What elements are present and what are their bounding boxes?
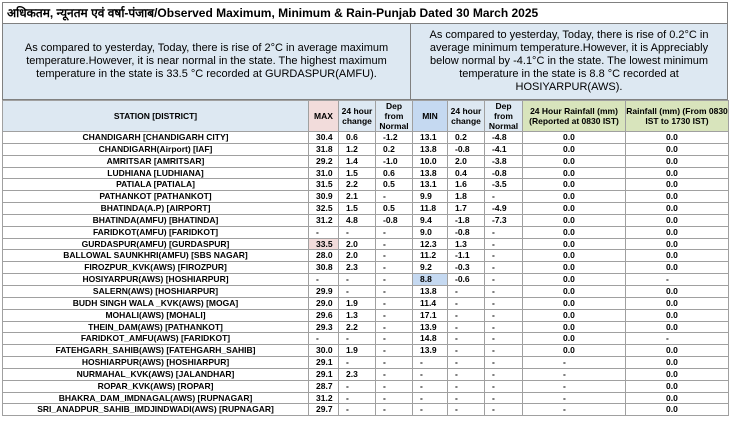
station-cell: FATEHGARH_SAHIB(AWS) [FATEHGARH_SAHIB]: [3, 345, 309, 357]
max-cell: 31.0: [309, 167, 339, 179]
max-cell: 29.0: [309, 297, 339, 309]
min-change-cell: 0.2: [448, 132, 485, 144]
min-dep-cell: -4.8: [485, 132, 523, 144]
min-header: MIN: [413, 101, 448, 132]
rain-day-cell: 0.0: [626, 345, 729, 357]
min-change-cell: -: [448, 321, 485, 333]
max-dep-cell: -: [376, 238, 413, 250]
max-cell: 29.7: [309, 404, 339, 416]
max-dep-cell: -: [376, 368, 413, 380]
rain-day-cell: 0.0: [626, 132, 729, 144]
rain-day-cell: 0.0: [626, 404, 729, 416]
max-dep-cell: -: [376, 309, 413, 321]
rain-day-cell: 0.0: [626, 143, 729, 155]
max-cell: 28.7: [309, 380, 339, 392]
max-change-cell: -: [339, 380, 376, 392]
table-row: [3, 285, 729, 297]
min-dep-cell: -: [485, 309, 523, 321]
max-dep-cell: -: [376, 262, 413, 274]
min-dep-cell: -: [485, 380, 523, 392]
weather-report-sheet: [2, 2, 728, 416]
max-dep-cell: -: [376, 380, 413, 392]
rain-day-cell: 0.0: [626, 262, 729, 274]
min-cell: 13.1: [413, 132, 448, 144]
max-dep-cell: -: [376, 250, 413, 262]
min-change-cell: -0.8: [448, 226, 485, 238]
min-change-cell: 1.3: [448, 238, 485, 250]
min-temp-summary: As compared to yesterday, Today, there is rise of 0.2°C in average minimum temperature.However, it is Appreciably below normal by -4.1°C in the state. The lowest minimum temperature in the state is 8.8 °C recorded at HOSIYARPUR(AWS).: [411, 24, 728, 100]
table-row: [3, 392, 729, 404]
min-dep-cell: -: [485, 404, 523, 416]
min-change-cell: -: [448, 357, 485, 369]
rain-day-cell: 0.0: [626, 357, 729, 369]
max-change-header: 24 hour change: [339, 101, 376, 132]
min-change-cell: -: [448, 309, 485, 321]
table-row: [3, 191, 729, 203]
min-change-cell: -: [448, 297, 485, 309]
min-dep-cell: -7.3: [485, 214, 523, 226]
min-cell: 11.2: [413, 250, 448, 262]
station-cell: GURDASPUR(AMFU) [GURDASPUR]: [3, 238, 309, 250]
rain-day-cell: 0.0: [626, 392, 729, 404]
station-cell: CHANDIGARH [CHANDIGARH CITY]: [3, 132, 309, 144]
min-dep-cell: -: [485, 285, 523, 297]
max-change-cell: 2.2: [339, 179, 376, 191]
max-change-cell: -: [339, 285, 376, 297]
rain-24h-cell: 0.0: [523, 309, 626, 321]
max-change-cell: -: [339, 333, 376, 345]
max-cell: 30.4: [309, 132, 339, 144]
max-change-cell: 1.5: [339, 203, 376, 215]
table-header-row: [3, 101, 729, 132]
station-cell: SRI_ANADPUR_SAHIB_IMDJINDWADI(AWS) [RUPNAGAR]: [3, 404, 309, 416]
max-cell: 29.9: [309, 285, 339, 297]
max-cell: 31.2: [309, 214, 339, 226]
station-cell: HOSHIARPUR(AWS) [HOSHIARPUR]: [3, 357, 309, 369]
rain-24h-cell: 0.0: [523, 285, 626, 297]
min-cell: 10.0: [413, 155, 448, 167]
table-body: [3, 132, 729, 416]
max-cell: 31.5: [309, 179, 339, 191]
min-change-header: 24 hour change: [448, 101, 485, 132]
max-cell: 29.3: [309, 321, 339, 333]
station-cell: FARIDKOT_AMFU(AWS) [FARIDKOT]: [3, 333, 309, 345]
station-cell: FARIDKOT(AMFU) [FARIDKOT]: [3, 226, 309, 238]
max-change-cell: 1.9: [339, 345, 376, 357]
min-change-cell: -: [448, 333, 485, 345]
rain-24h-cell: -: [523, 380, 626, 392]
rain-24h-cell: 0.0: [523, 333, 626, 345]
rain-24h-cell: 0.0: [523, 297, 626, 309]
min-change-cell: -0.6: [448, 274, 485, 286]
min-cell: 13.8: [413, 285, 448, 297]
rain-24h-cell: -: [523, 392, 626, 404]
max-dep-cell: 0.5: [376, 179, 413, 191]
station-cell: FIROZPUR_KVK(AWS) [FIROZPUR]: [3, 262, 309, 274]
rain-24h-header: 24 Hour Rainfall (mm) (Reported at 0830 IST): [523, 101, 626, 132]
max-change-cell: 2.3: [339, 262, 376, 274]
min-cell: 8.8: [413, 274, 448, 286]
min-change-cell: -1.1: [448, 250, 485, 262]
rain-day-cell: 0.0: [626, 380, 729, 392]
min-cell: 9.9: [413, 191, 448, 203]
max-cell: 30.9: [309, 191, 339, 203]
max-change-cell: 2.2: [339, 321, 376, 333]
station-cell: PATIALA [PATIALA]: [3, 179, 309, 191]
min-change-cell: -1.8: [448, 214, 485, 226]
min-cell: 9.0: [413, 226, 448, 238]
max-cell: 29.6: [309, 309, 339, 321]
table-row: [3, 357, 729, 369]
station-cell: BHATINDA(A.P) [AIRPORT]: [3, 203, 309, 215]
min-change-cell: 1.7: [448, 203, 485, 215]
rain-day-header: Rainfall (mm) (From 0830 IST to 1730 IST): [626, 101, 729, 132]
max-dep-cell: -: [376, 357, 413, 369]
min-cell: 12.3: [413, 238, 448, 250]
max-dep-cell: -: [376, 392, 413, 404]
station-cell: THEIN_DAM(AWS) [PATHANKOT]: [3, 321, 309, 333]
max-dep-cell: 0.6: [376, 167, 413, 179]
max-change-cell: 1.2: [339, 143, 376, 155]
max-change-cell: 2.0: [339, 250, 376, 262]
rain-day-cell: 0.0: [626, 297, 729, 309]
rain-24h-cell: 0.0: [523, 179, 626, 191]
min-cell: -: [413, 392, 448, 404]
max-dep-cell: -: [376, 404, 413, 416]
max-dep-cell: -: [376, 345, 413, 357]
min-dep-cell: -: [485, 191, 523, 203]
max-cell: -: [309, 333, 339, 345]
max-cell: 29.2: [309, 155, 339, 167]
table-row: [3, 214, 729, 226]
min-cell: 13.8: [413, 167, 448, 179]
max-change-cell: 2.0: [339, 238, 376, 250]
table-row: [3, 226, 729, 238]
min-cell: 14.8: [413, 333, 448, 345]
rain-24h-cell: 0.0: [523, 250, 626, 262]
rain-day-cell: 0.0: [626, 238, 729, 250]
min-cell: 11.8: [413, 203, 448, 215]
table-row: [3, 262, 729, 274]
station-cell: CHANDIGARH(Airport) [IAF]: [3, 143, 309, 155]
min-dep-cell: -: [485, 321, 523, 333]
min-change-cell: 1.8: [448, 191, 485, 203]
min-change-cell: -0.3: [448, 262, 485, 274]
table-row: [3, 238, 729, 250]
max-dep-cell: -: [376, 226, 413, 238]
rain-24h-cell: 0.0: [523, 191, 626, 203]
table-row: [3, 345, 729, 357]
max-change-cell: -: [339, 357, 376, 369]
max-cell: 30.8: [309, 262, 339, 274]
max-cell: 33.5: [309, 238, 339, 250]
table-row: [3, 155, 729, 167]
min-dep-cell: -: [485, 250, 523, 262]
rain-24h-cell: 0.0: [523, 238, 626, 250]
rain-24h-cell: 0.0: [523, 226, 626, 238]
rain-day-cell: 0.0: [626, 191, 729, 203]
observations-table: [2, 100, 729, 416]
station-cell: BUDH SINGH WALA _KVK(AWS) [MOGA]: [3, 297, 309, 309]
report-title: अधिकतम, न्यूनतम एवं वर्षा-पंजाब/Observed Maximum, Minimum & Rain-Punjab Dated 30 March 2025: [2, 2, 728, 24]
max-change-cell: 1.9: [339, 297, 376, 309]
min-change-cell: 2.0: [448, 155, 485, 167]
min-change-cell: -: [448, 380, 485, 392]
station-cell: PATHANKOT [PATHANKOT]: [3, 191, 309, 203]
rain-day-cell: 0.0: [626, 179, 729, 191]
table-row: [3, 143, 729, 155]
min-change-cell: 0.4: [448, 167, 485, 179]
max-dep-cell: 0.5: [376, 203, 413, 215]
rain-day-cell: 0.0: [626, 250, 729, 262]
min-change-cell: -: [448, 368, 485, 380]
station-cell: HOSIYARPUR(AWS) [HOSHIARPUR]: [3, 274, 309, 286]
rain-day-cell: 0.0: [626, 368, 729, 380]
min-dep-cell: -: [485, 357, 523, 369]
station-header: STATION [DISTRICT]: [3, 101, 309, 132]
max-dep-cell: -: [376, 191, 413, 203]
min-cell: 9.4: [413, 214, 448, 226]
max-change-cell: 4.8: [339, 214, 376, 226]
rain-day-cell: 0.0: [626, 321, 729, 333]
rain-24h-cell: 0.0: [523, 274, 626, 286]
summary-row: [2, 24, 728, 100]
table-row: [3, 250, 729, 262]
min-dep-cell: -3.8: [485, 155, 523, 167]
rain-24h-cell: 0.0: [523, 262, 626, 274]
min-dep-header: Dep from Normal: [485, 101, 523, 132]
max-cell: -: [309, 226, 339, 238]
max-dep-cell: -1.0: [376, 155, 413, 167]
max-temp-summary: As compared to yesterday, Today, there is rise of 2°C in average maximum temperature.However, it is near normal in the state. The highest maximum temperature in the state is 33.5 °C recorded at GURDASPUR(AMFU).: [2, 24, 411, 100]
table-row: [3, 203, 729, 215]
rain-24h-cell: 0.0: [523, 167, 626, 179]
min-cell: -: [413, 357, 448, 369]
max-change-cell: 1.4: [339, 155, 376, 167]
max-cell: 31.2: [309, 392, 339, 404]
min-cell: 13.1: [413, 179, 448, 191]
rain-24h-cell: 0.0: [523, 345, 626, 357]
rain-24h-cell: 0.0: [523, 143, 626, 155]
max-dep-cell: -: [376, 274, 413, 286]
rain-day-cell: -: [626, 333, 729, 345]
station-cell: MOHALI(AWS) [MOHALI]: [3, 309, 309, 321]
table-row: [3, 333, 729, 345]
station-cell: ROPAR_KVK(AWS) [ROPAR]: [3, 380, 309, 392]
min-cell: -: [413, 368, 448, 380]
station-cell: AMRITSAR [AMRITSAR]: [3, 155, 309, 167]
rain-day-cell: 0.0: [626, 214, 729, 226]
station-cell: LUDHIANA [LUDHIANA]: [3, 167, 309, 179]
rain-24h-cell: -: [523, 368, 626, 380]
max-cell: 30.0: [309, 345, 339, 357]
rain-day-cell: 0.0: [626, 226, 729, 238]
min-change-cell: -: [448, 345, 485, 357]
max-dep-cell: -0.8: [376, 214, 413, 226]
table-row: [3, 404, 729, 416]
min-cell: -: [413, 380, 448, 392]
min-dep-cell: -: [485, 345, 523, 357]
min-cell: 13.9: [413, 321, 448, 333]
max-change-cell: -: [339, 392, 376, 404]
min-change-cell: -: [448, 392, 485, 404]
table-row: [3, 309, 729, 321]
min-dep-cell: -: [485, 392, 523, 404]
max-change-cell: 1.3: [339, 309, 376, 321]
rain-day-cell: 0.0: [626, 167, 729, 179]
rain-day-cell: -: [626, 274, 729, 286]
table-row: [3, 274, 729, 286]
min-dep-cell: -: [485, 297, 523, 309]
rain-day-cell: 0.0: [626, 285, 729, 297]
table-row: [3, 380, 729, 392]
rain-24h-cell: 0.0: [523, 132, 626, 144]
station-cell: BHATINDA(AMFU) [BHATINDA]: [3, 214, 309, 226]
max-cell: 32.5: [309, 203, 339, 215]
max-change-cell: -: [339, 404, 376, 416]
max-change-cell: 2.3: [339, 368, 376, 380]
table-row: [3, 179, 729, 191]
max-dep-header: Dep from Normal: [376, 101, 413, 132]
table-row: [3, 321, 729, 333]
min-dep-cell: -0.8: [485, 167, 523, 179]
min-cell: 9.2: [413, 262, 448, 274]
rain-day-cell: 0.0: [626, 309, 729, 321]
min-dep-cell: -: [485, 333, 523, 345]
max-header: MAX: [309, 101, 339, 132]
max-dep-cell: -: [376, 333, 413, 345]
max-change-cell: 2.1: [339, 191, 376, 203]
max-dep-cell: -: [376, 285, 413, 297]
table-row: [3, 167, 729, 179]
min-dep-cell: -3.5: [485, 179, 523, 191]
max-cell: 29.1: [309, 368, 339, 380]
table-row: [3, 297, 729, 309]
min-cell: 11.4: [413, 297, 448, 309]
station-cell: BHAKRA_DAM_IMDNAGAL(AWS) [RUPNAGAR]: [3, 392, 309, 404]
max-cell: 28.0: [309, 250, 339, 262]
rain-24h-cell: 0.0: [523, 155, 626, 167]
max-cell: 31.8: [309, 143, 339, 155]
min-cell: 13.9: [413, 345, 448, 357]
max-dep-cell: 0.2: [376, 143, 413, 155]
table-row: [3, 132, 729, 144]
table-row: [3, 368, 729, 380]
rain-24h-cell: 0.0: [523, 321, 626, 333]
min-cell: 17.1: [413, 309, 448, 321]
rain-24h-cell: -: [523, 357, 626, 369]
max-change-cell: -: [339, 274, 376, 286]
rain-day-cell: 0.0: [626, 155, 729, 167]
max-change-cell: -: [339, 226, 376, 238]
min-change-cell: 1.6: [448, 179, 485, 191]
rain-24h-cell: 0.0: [523, 203, 626, 215]
min-change-cell: -: [448, 285, 485, 297]
min-change-cell: -: [448, 404, 485, 416]
min-dep-cell: -: [485, 274, 523, 286]
rain-day-cell: 0.0: [626, 203, 729, 215]
max-cell: 29.1: [309, 357, 339, 369]
rain-24h-cell: -: [523, 404, 626, 416]
min-dep-cell: -: [485, 238, 523, 250]
min-dep-cell: -: [485, 226, 523, 238]
min-dep-cell: -: [485, 262, 523, 274]
max-change-cell: 1.5: [339, 167, 376, 179]
station-cell: SALERN(AWS) [HOSHIARPUR]: [3, 285, 309, 297]
min-cell: -: [413, 404, 448, 416]
rain-24h-cell: 0.0: [523, 214, 626, 226]
max-dep-cell: -: [376, 321, 413, 333]
min-dep-cell: -4.1: [485, 143, 523, 155]
min-dep-cell: -4.9: [485, 203, 523, 215]
min-cell: 13.8: [413, 143, 448, 155]
max-dep-cell: -: [376, 297, 413, 309]
min-dep-cell: -: [485, 368, 523, 380]
max-cell: -: [309, 274, 339, 286]
station-cell: NURMAHAL_KVK(AWS) [JALANDHAR]: [3, 368, 309, 380]
max-dep-cell: -1.2: [376, 132, 413, 144]
min-change-cell: -0.8: [448, 143, 485, 155]
station-cell: BALLOWAL SAUNKHRI(AMFU) [SBS NAGAR]: [3, 250, 309, 262]
max-change-cell: 0.6: [339, 132, 376, 144]
